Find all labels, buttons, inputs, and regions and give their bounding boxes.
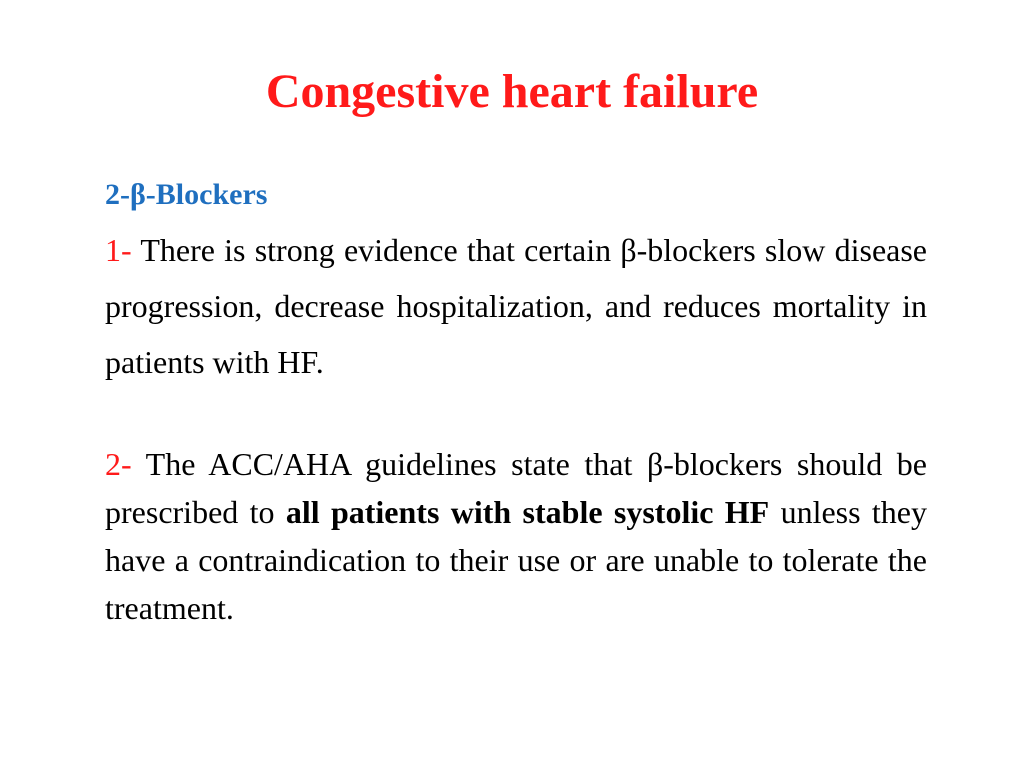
point-2 <box>105 440 927 632</box>
point-2-number: 2- <box>105 446 132 482</box>
point-2-text-after: unless they have a contraindication to their use or are unable to tolerate the treatment. <box>105 494 928 626</box>
point-2-text-bold: all patients with stable systolic HF <box>285 494 770 530</box>
point-1-text: There is strong evidence that certain β-blockers slow disease progression, decrease hospitalization, and reduces mortality in patients with HF. <box>105 232 928 380</box>
point-1 <box>105 222 927 390</box>
slide-title: Congestive heart failure <box>265 65 759 118</box>
point-2-text-before: The ACC/AHA guidelines state that β-blockers should be prescribed to <box>105 446 928 530</box>
point-1-number: 1- <box>105 232 132 268</box>
section-heading: 2-β-Blockers <box>105 178 268 211</box>
